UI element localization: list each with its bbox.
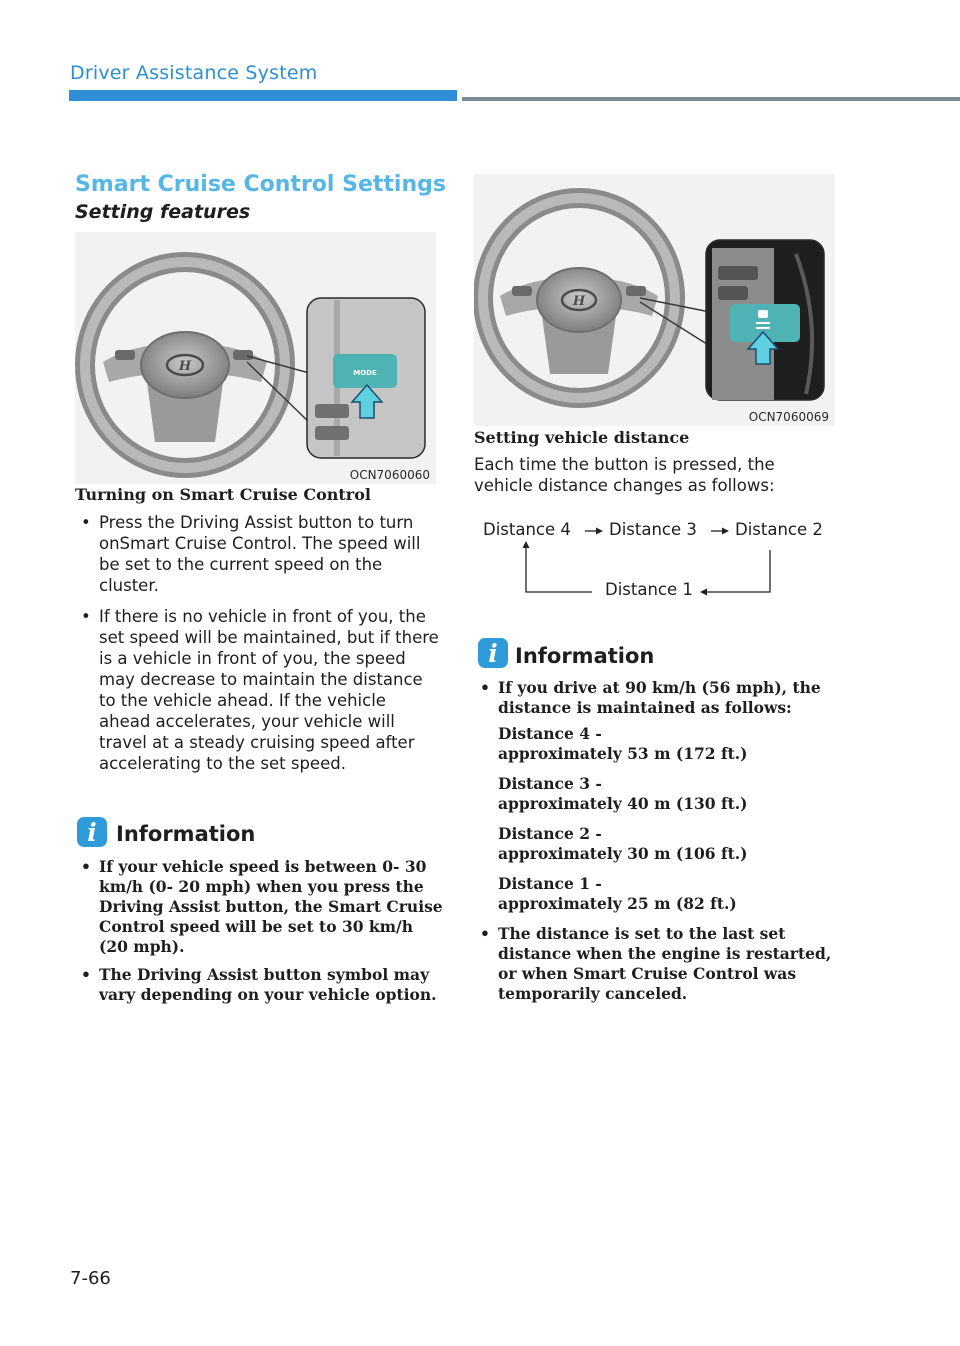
figure-steering-wheel-mode bbox=[75, 232, 436, 484]
distance-2-label: Distance 2 bbox=[735, 520, 823, 539]
distance-1-label: Distance 1 bbox=[605, 580, 693, 599]
distance-item-label: Distance 4 - bbox=[498, 724, 602, 743]
distance-item-value: approximately 40 m (130 ft.) bbox=[498, 794, 748, 813]
figure-steering-wheel-distance bbox=[474, 174, 835, 426]
distance-cycle-arrows bbox=[474, 510, 834, 610]
turning-on-heading: Turning on Smart Cruise Control bbox=[75, 485, 371, 504]
info-bullet: • If your vehicle speed is between 0- 30 km/h (0- 20 mph) when you press the Driving Assist button, the Smart Cruise Control speed will be set to 30 km/h (20 mph). bbox=[75, 857, 445, 957]
mode-button-label: MODE bbox=[353, 369, 377, 377]
steering-wheel-illustration bbox=[75, 232, 436, 484]
distance-item-label: Distance 2 - bbox=[498, 824, 602, 843]
distance-item-value: approximately 25 m (82 ft.) bbox=[498, 894, 737, 913]
info-bullet bbox=[474, 678, 834, 914]
figure-code: OCN7060060 bbox=[349, 468, 430, 482]
distance-item-value: approximately 30 m (106 ft.) bbox=[498, 844, 748, 863]
info-bullet: • The distance is set to the last set distance when the engine is restarted, or when Smart Cruise Control was temporarily canceled. bbox=[474, 924, 834, 1004]
setting-distance-heading: Setting vehicle distance bbox=[474, 428, 690, 447]
left-bullet: • Press the Driving Assist button to turn onSmart Cruise Control. The speed will be set to the current speed on the cluster. bbox=[75, 512, 440, 596]
left-bullet: • If there is no vehicle in front of you, the set speed will be maintained, but if there is a vehicle in front of you, the speed may decrease to maintain the distance to the vehicle ahead. If the vehicle ahead accelerates, your vehicle will travel at a steady cruising speed after accelerating to the set speed. bbox=[75, 606, 440, 774]
distance-item bbox=[498, 774, 834, 814]
distance-item-label: Distance 3 - bbox=[498, 774, 602, 793]
info-heading: Information bbox=[116, 822, 256, 846]
info-icon: i bbox=[478, 638, 508, 668]
distance-item-value: approximately 53 m (172 ft.) bbox=[498, 744, 748, 763]
distance-4-label: Distance 4 bbox=[483, 520, 571, 539]
info-heading: Information bbox=[515, 644, 655, 668]
distance-3-label: Distance 3 bbox=[609, 520, 697, 539]
header-bar-blue bbox=[69, 90, 457, 101]
distance-item bbox=[498, 874, 834, 914]
figure-code: OCN7060069 bbox=[748, 410, 829, 424]
info-bullet: • The Driving Assist button symbol may vary depending on your vehicle option. bbox=[75, 965, 445, 1005]
right-info-list bbox=[474, 678, 834, 1012]
distance-item-label: Distance 1 - bbox=[498, 874, 602, 893]
left-bullets bbox=[75, 512, 440, 784]
svg-text:H: H bbox=[178, 359, 192, 374]
subsection-title: Setting features bbox=[75, 201, 251, 223]
distance-item bbox=[498, 824, 834, 864]
distance-item bbox=[498, 724, 834, 764]
running-header: Driver Assistance System bbox=[70, 62, 318, 84]
section-title: Smart Cruise Control Settings bbox=[75, 172, 446, 197]
svg-text:H: H bbox=[572, 294, 586, 309]
left-info-list bbox=[75, 857, 445, 1013]
info-bullet-text: • If you drive at 90 km/h (56 mph), the distance is maintained as follows: bbox=[498, 678, 821, 717]
header-bar-gray bbox=[462, 97, 960, 101]
info-icon: i bbox=[77, 817, 107, 847]
distance-intro: Each time the button is pressed, the vehicle distance changes as follows: bbox=[474, 455, 775, 495]
steering-wheel-illustration-2 bbox=[474, 174, 835, 426]
page-number: 7-66 bbox=[70, 1268, 111, 1289]
